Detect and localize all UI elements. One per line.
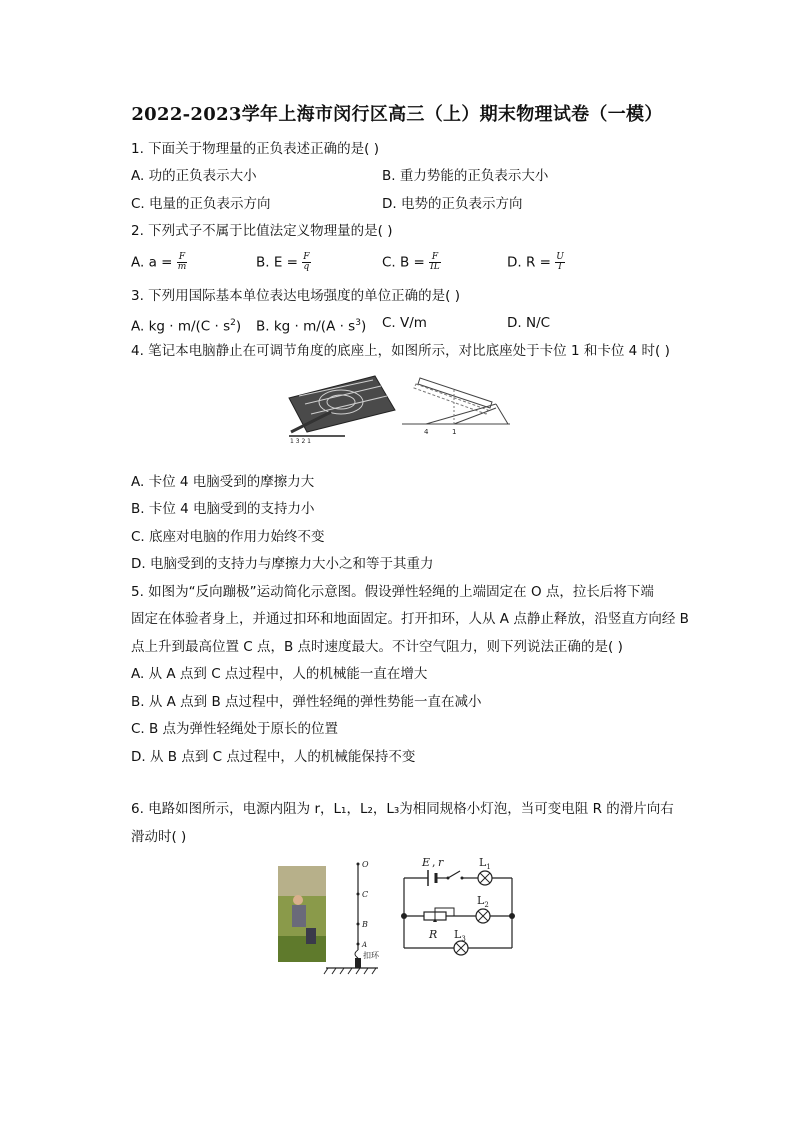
q3-option-a — [131, 314, 241, 336]
q2-c-den: IL — [430, 262, 440, 272]
reverse-bungee-diagram — [318, 858, 390, 988]
label-b: B — [362, 920, 368, 929]
circuit-diagram — [396, 852, 520, 962]
q3-option-d: D. N/C — [507, 315, 551, 331]
point-b-dot — [357, 923, 360, 926]
q1-option-a: A. 功的正负表示大小 — [131, 168, 257, 184]
q5-option-b: B. 从 A 点到 B 点过程中，弹性轻绳的弹性势能一直在减小 — [131, 694, 482, 710]
label-c: C — [362, 890, 369, 899]
q5-stem-line-1: 5. 如图为“反向蹦极”运动简化示意图。假设弹性轻绳的上端固定在 O 点，拉长后将下端 — [131, 584, 654, 600]
q1-option-b: B. 重力势能的正负表示大小 — [382, 168, 549, 184]
q3-b-sup: 3 — [355, 318, 361, 328]
clasp-anchor — [355, 958, 361, 968]
q1-option-d: D. 电势的正负表示方向 — [382, 196, 523, 212]
label-o: O — [362, 860, 369, 869]
q5-option-d: D. 从 B 点到 C 点过程中，人的机械能保持不变 — [131, 749, 416, 765]
q5-option-a: A. 从 A 点到 C 点过程中，人的机械能一直在增大 — [131, 666, 428, 682]
junction-right — [509, 913, 515, 919]
q2-d-fraction — [555, 253, 565, 272]
point-c-dot — [357, 893, 360, 896]
q2-option-a — [131, 253, 187, 272]
q5-stem-line-2: 固定在体验者身上，并通过扣环和地面固定。打开扣环，人从 A 点静止释放，沿竖直方向经 B — [131, 611, 689, 627]
diagram-label-1: 1 — [452, 428, 457, 436]
q3-a-end: ) — [235, 318, 242, 335]
q5-option-c: C. B 点为弹性轻绳处于原长的位置 — [131, 721, 339, 737]
lamp-l1 — [478, 871, 492, 885]
q2-option-d — [507, 253, 565, 272]
point-a-dot — [357, 943, 360, 946]
label-l3: $L_3$ — [454, 928, 466, 943]
q2-b-num: F — [303, 252, 310, 262]
q2-a-den: m — [177, 262, 187, 272]
q4-option-a: A. 卡位 4 电脑受到的摩擦力大 — [131, 474, 315, 490]
photo-person-legs — [306, 928, 316, 944]
q2-a-num: F — [177, 253, 188, 263]
label-a: A — [362, 941, 368, 949]
diagram-label-4: 4 — [424, 428, 429, 436]
q2-d-num: U — [556, 252, 564, 262]
switch-blade — [448, 871, 460, 878]
label-e: E — [422, 856, 431, 869]
q2-b-den: q — [303, 262, 310, 272]
photo-person-body — [292, 905, 306, 927]
q1-stem: 1. 下面关于物理量的正负表述正确的是( ) — [131, 141, 379, 157]
lamp-l2 — [476, 909, 490, 923]
q3-a-sup: 2 — [230, 318, 236, 328]
q5-stem-line-3: 点上升到最高位置 C 点，B 点时速度最大。不计空气阻力，则下列说法正确的是( ) — [131, 639, 623, 655]
q3-option-b — [256, 314, 366, 336]
q1-option-c: C. 电量的正负表示方向 — [131, 196, 271, 212]
q4-option-c: C. 底座对电脑的作用力始终不变 — [131, 529, 325, 545]
photo-person-head — [293, 895, 303, 905]
label-resistor-r: R — [429, 928, 438, 941]
junction-left — [401, 913, 407, 919]
laptop-stand-photo — [285, 372, 397, 444]
q2-option-b — [256, 253, 311, 272]
switch-contact — [461, 877, 464, 880]
q2-d-den: I — [558, 262, 562, 272]
q4-stem: 4. 笔记本电脑静止在可调节角度的底座上，如图所示，对比底座处于卡位 1 和卡位 4 时( ) — [131, 343, 670, 359]
q3-stem: 3. 下列用国际基本单位表达电场强度的单位正确的是( ) — [131, 288, 460, 304]
q2-c-num: F — [429, 253, 441, 263]
q2-d-prefix: D. R = — [507, 254, 556, 271]
diagram-hinge — [496, 404, 508, 424]
q3-a-text: A. kg · m/(C · s — [131, 318, 231, 335]
label-l2: $L_2$ — [477, 894, 489, 909]
label-clasp: 扣环 — [363, 951, 379, 960]
stand-notch-labels: 1 3 2 1 — [290, 438, 311, 444]
clasp-ring — [355, 950, 358, 958]
q4-option-b: B. 卡位 4 电脑受到的支持力小 — [131, 501, 315, 517]
label-r: r — [438, 856, 444, 869]
q2-option-c — [382, 253, 441, 272]
q3-b-end: ) — [360, 318, 367, 335]
q2-b-prefix: B. E = — [256, 254, 303, 271]
q2-b-fraction — [302, 253, 310, 272]
ground-hatch — [324, 968, 376, 974]
page-title: 2022-2023学年上海市闵行区高三（上）期末物理试卷（一模） — [131, 104, 663, 125]
q2-a-fraction — [177, 253, 188, 272]
laptop-stand-diagram — [400, 370, 512, 442]
q3-b-text: B. kg · m/(A · s — [256, 318, 356, 335]
q2-c-fraction — [429, 253, 441, 272]
point-o-dot — [357, 863, 360, 866]
q6-stem-line-2: 滑动时( ) — [131, 829, 187, 845]
label-l1: $L_1$ — [479, 856, 491, 871]
q2-stem: 2. 下列式子不属于比值法定义物理量的是( ) — [131, 223, 393, 239]
q2-a-prefix: A. a = — [131, 254, 177, 271]
label-e-comma: , — [432, 856, 436, 869]
q4-option-d: D. 电脑受到的支持力与摩擦力大小之和等于其重力 — [131, 556, 434, 572]
q3-option-c: C. V/m — [382, 315, 427, 331]
lamp-l3 — [454, 941, 468, 955]
q6-stem-line-1: 6. 电路如图所示，电源内阻为 r，L₁，L₂，L₃为相同规格小灯泡，当可变电阻 R 的滑片向右 — [131, 801, 674, 817]
q2-c-prefix: C. B = — [382, 254, 430, 271]
